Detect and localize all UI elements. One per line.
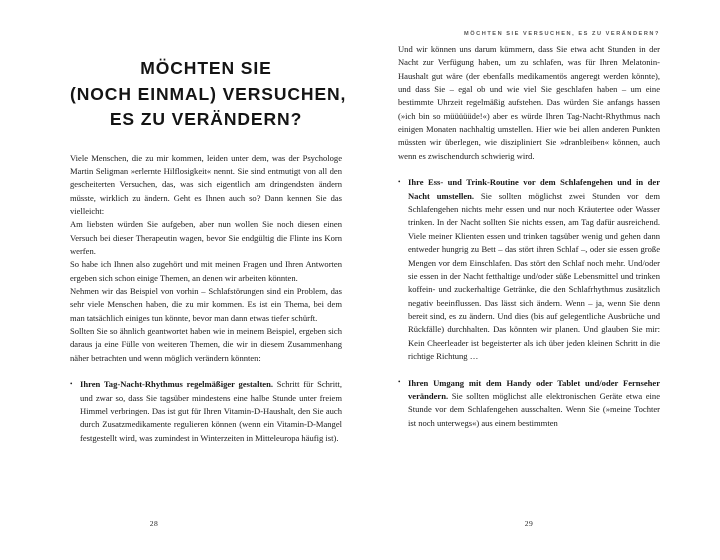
list-item-lead-in: Ihren Tag-Nacht-Rhythmus regelmäßiger gestalten. [80,379,273,390]
page-number-right: 29 [524,519,534,528]
list-item-text: Sie sollten möglichst alle elektronischen Geräte etwa eine Stunde vor dem Schlafengehen ausschalten. Wenn Sie (»meine Tochter ist noch unterwegs«) aus einem bestimmten [408,390,660,428]
list-item-text: Schritt für Schritt, und zwar so, dass Sie tagsüber mindestens eine halbe Stunde unter freiem Himmel verbringen. Das ist gut für Ihren Vitamin-D-Haushalt, den Sie auch durch Zusatzmedikamente regulieren können (wenn ein Vitamin-D-Mangel festgestellt wird, was zumindest in Winterzeiten in Mitteleuropa häufig ist). [80,379,342,443]
paragraph: Viele Menschen, die zu mir kommen, leiden unter dem, was der Psychologe Martin Seligman »erlernte Hilflosigkeit« nennt. Sie sind entmutigt von all den gescheiterten Versuchen, das, was sich eigentlich am dringendsten ändern müsste, wirklich zu ändern. Geht es Ihnen auch so? Dann kennen Sie das vielleicht: [70,152,342,216]
paragraph: Sollten Sie so ähnlich geantwortet haben wie in meinem Beispiel, ergeben sich daraus ja eine Fülle von weiteren Themen, die wir in diesem Zusammenhang näher betrachten und wenn möglich verändern könnten: [70,325,342,363]
paragraph: Nehmen wir das Beispiel von vorhin – Schlafstörungen sind ein Problem, das sehr viele Menschen haben, die zu mir kommen. Es ist ein Thema, bei dem man tatsächlich einiges tun könnte, bevor man dann etwas tiefer schürft. [70,285,342,323]
list-item-lead-in: Ihre Ess- und Trink-Routine vor dem Schlafengehen und in der Nacht umstellen. [408,177,660,201]
list-item [70,378,342,445]
chapter-title [70,43,347,133]
left-page-body [70,133,342,446]
chapter-title-line-3: ES ZU VERÄNDERN? [109,109,303,129]
list-item-text: Sie sollten möglichst zwei Stunden vor dem Schlafengehen nichts mehr essen und nur noch Kräutertee oder Wasser trinken. In der Nacht sollten Sie nichts essen, am Tag dafür ausreichend. Viele meiner Klienten essen und trinken tagsüber wenig und gehen dann entweder hungrig zu Bett – das stört ihren Schlaf –, oder sie essen große Mengen vor dem Einschlafen. Das stört den Schlaf noch mehr. Und/oder sie essen in der Nacht fetthaltige und/oder süße Lebensmittel und trinken koffein- und zuckerhaltige Getränke, die den Schlafrhythmus zusätzlich negativ beeinflussen. Das lässt sich ändern. Wenn – ja, wenn Sie denn bereit sind, es zu ändern. Und dies (bis auf gelegentliche Ausbrüche und Rückfälle) durchhalten. Das könnten wir planen. Und glauben Sie mir: Kein Cheerleader ist begeisterter als ich über jeden kleinen Schritt in die richtige Richtung … [408,190,660,361]
list-item-lead-in: Ihren Umgang mit dem Handy oder Tablet und/oder Fernseher verändern. [408,377,660,401]
chapter-title-line-2: (NOCH EINMAL) VERSUCHEN, [70,83,347,104]
paragraph: Am liebsten würden Sie aufgeben, aber nun wollen Sie noch diesen einen Versuch bei dieser Therapeutin wagen, bevor Sie endgültig die Flinte ins Korn werfen. [70,219,342,256]
left-page-bullet-list [70,378,342,445]
paragraph: Und wir können uns darum kümmern, dass Sie etwa acht Stunden in der Nacht zur Verfügung haben, um zu schlafen, was für Ihren Melatonin-Haushalt gut wäre (der ebenfalls medikamentös angeregt werden könnte), und dass Sie – egal ob und wie viel Sie geschlafen haben – um eine bestimmte Uhrzeit regelmäßig aufstehen. Das würden Sie anfangs hassen (»ich bin so müüüüüde!«) aber es würde Ihren Tag-Nacht-Rhythmus nach einigen Monaten nachhaltig umstellen. Hier wie bei allen anderen Punkten müssten wir überlegen, wie diszipliniert Sie »dranbleiben« können, auch wenn es zwischendurch schwierig wird. [398,44,660,161]
right-page-bullet-list [398,176,660,430]
list-item [398,176,660,363]
list-spacer [398,163,660,176]
running-head: MÖCHTEN SIE VERSUCHEN, ES ZU VERÄNDERN? [464,31,660,37]
right-page [360,0,720,560]
paragraph: So habe ich Ihnen also zugehört und mit meinen Fragen und Ihren Antworten ergeben sich schon einige Themen, an denen wir arbeiten könnten. [70,259,342,283]
chapter-title-line-1: MÖCHTEN SIE [140,58,272,78]
left-page-header-spacer [70,0,342,43]
list-spacer [70,365,342,378]
page-number-left: 28 [149,519,159,528]
right-page-body [398,43,660,430]
list-item [398,377,660,430]
